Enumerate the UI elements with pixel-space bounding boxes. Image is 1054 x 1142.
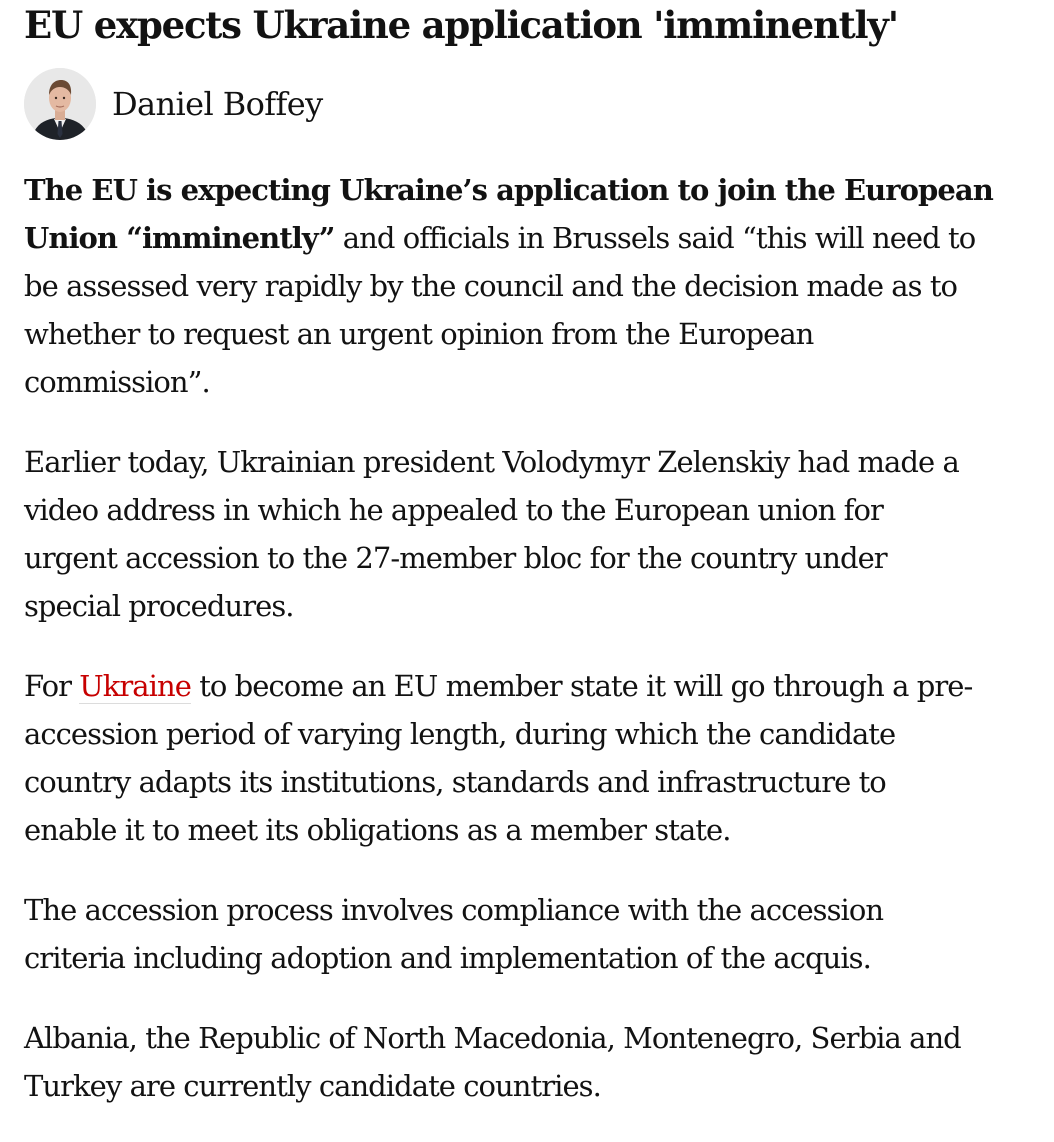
author-name[interactable]: Daniel Boffey xyxy=(112,85,323,123)
ukraine-link[interactable]: Ukraine xyxy=(79,669,191,703)
paragraph-line: special procedures. xyxy=(24,589,294,623)
paragraph-4 xyxy=(24,886,1044,982)
paragraph-line: Albania, the Republic of North Macedonia, Montenegro, Serbia and xyxy=(24,1021,961,1055)
article xyxy=(24,0,1044,1142)
paragraph-line: criteria including adoption and implementation of the acquis. xyxy=(24,941,871,975)
paragraph-line: be assessed very rapidly by the council and the decision made as to xyxy=(24,269,958,303)
paragraph-line: The accession process involves compliance with the accession xyxy=(24,893,884,927)
author-portrait-icon xyxy=(24,68,96,140)
paragraph-1 xyxy=(24,166,1044,406)
text-fragment: For xyxy=(24,669,80,703)
paragraph-line: enable it to meet its obligations as a member state. xyxy=(24,813,731,847)
byline xyxy=(24,68,1044,140)
lead-text: and officials in Brussels said “this will need to xyxy=(334,221,976,255)
headline: EU expects Ukraine application 'imminently' xyxy=(24,3,898,47)
author-avatar[interactable] xyxy=(24,68,96,140)
paragraph-line xyxy=(24,662,1044,710)
paragraph-line: video address in which he appealed to the European union for xyxy=(24,493,883,527)
paragraph-line: country adapts its institutions, standards and infrastructure to xyxy=(24,765,886,799)
paragraph-line: Turkey are currently candidate countries. xyxy=(24,1069,601,1103)
text-fragment: to become an EU member state it will go through a pre- xyxy=(190,669,973,703)
paragraph-2 xyxy=(24,438,1044,630)
paragraph-line: Earlier today, Ukrainian president Volodymyr Zelenskiy had made a xyxy=(24,445,959,479)
paragraph-line xyxy=(24,166,1044,214)
paragraph-line xyxy=(24,214,1044,262)
paragraph-3 xyxy=(24,662,1044,854)
lead-bold-text: Union “imminently” xyxy=(24,221,335,255)
paragraph-line: accession period of varying length, during which the candidate xyxy=(24,717,896,751)
paragraph-line: commission”. xyxy=(24,365,210,399)
lead-bold-text: The EU is expecting Ukraine’s application to join the European xyxy=(24,173,993,207)
paragraph-line: whether to request an urgent opinion from the European xyxy=(24,317,814,351)
article-body xyxy=(24,166,1044,1110)
paragraph-5 xyxy=(24,1014,1044,1110)
paragraph-line: urgent accession to the 27-member bloc for the country under xyxy=(24,541,887,575)
